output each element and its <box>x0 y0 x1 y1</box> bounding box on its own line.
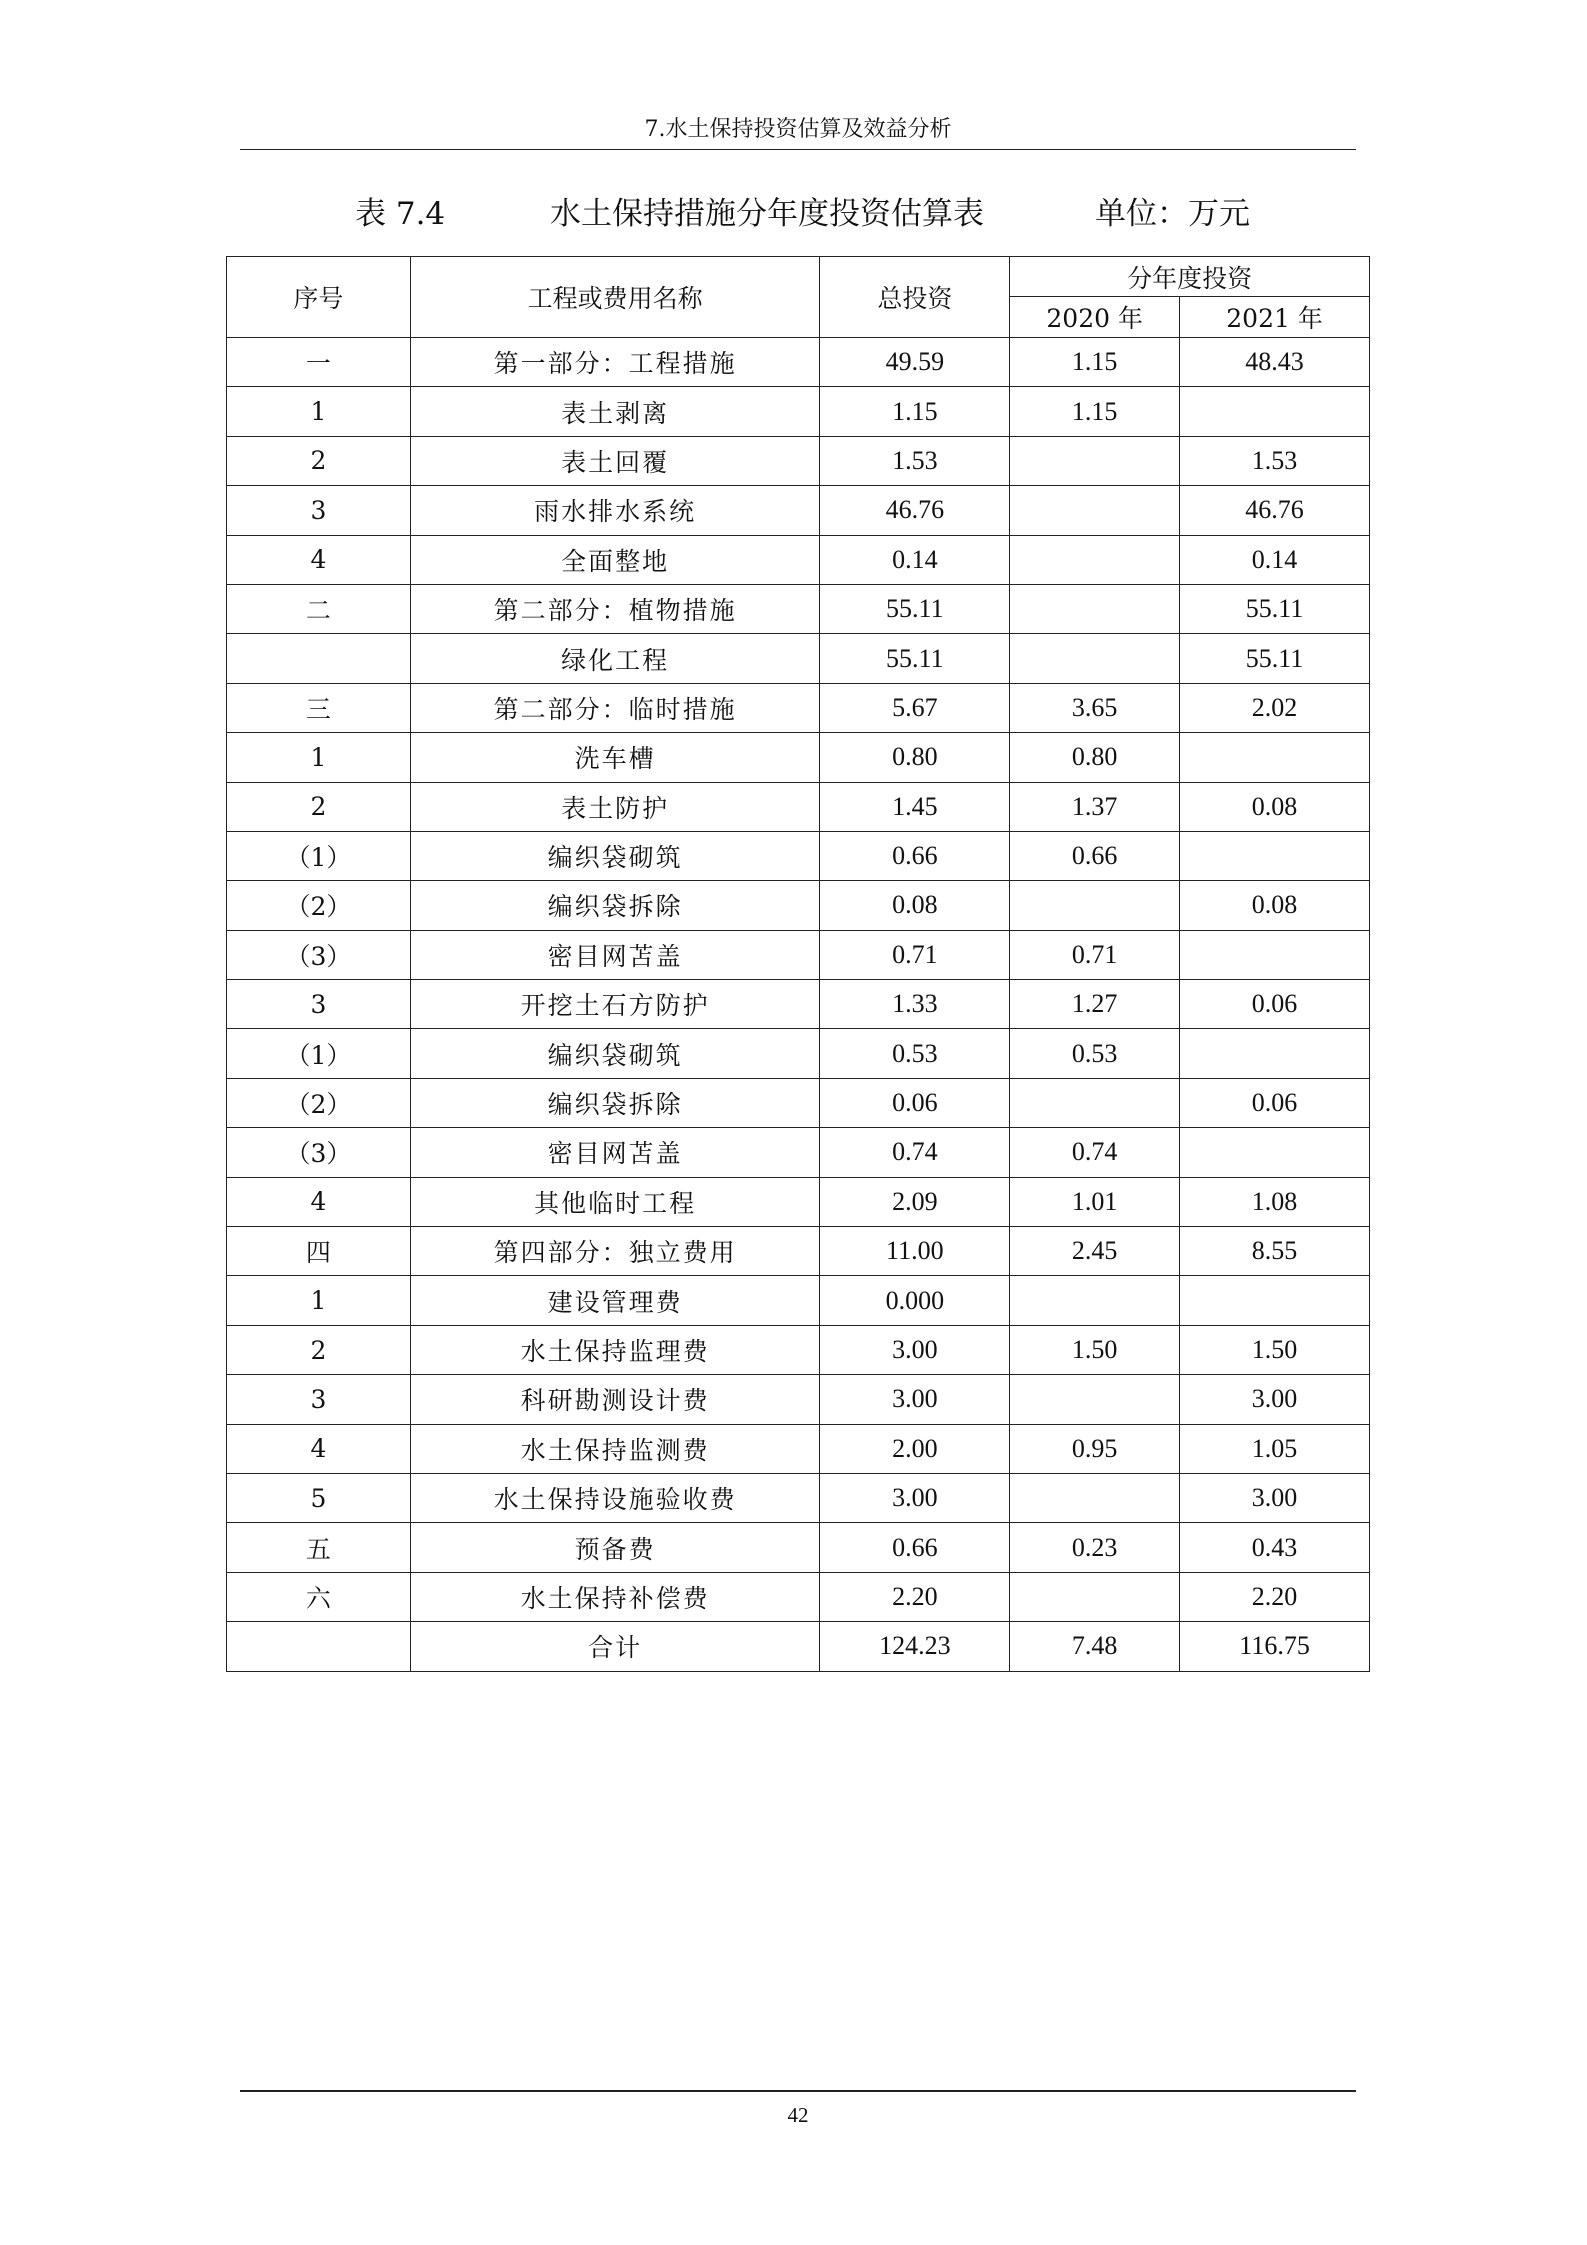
table-title: 水土保持措施分年度投资估算表 <box>550 196 984 232</box>
cell-name: 编织袋砌筑 <box>410 831 820 880</box>
cell-y2021: 0.14 <box>1180 535 1370 584</box>
cell-y2020: 3.65 <box>1010 683 1180 732</box>
cell-y2021: 0.08 <box>1180 782 1370 831</box>
table-row <box>227 782 1370 831</box>
cell-y2021: 1.08 <box>1180 1177 1370 1226</box>
header-rule <box>240 149 1356 150</box>
cell-name: 第二部分：植物措施 <box>410 584 820 633</box>
table-row <box>227 1177 1370 1226</box>
cell-y2020: 0.53 <box>1010 1029 1180 1078</box>
cell-name: 水土保持监理费 <box>410 1325 820 1374</box>
cell-seq: 4 <box>227 1177 411 1226</box>
cell-seq: 1 <box>227 387 411 436</box>
cell-y2021: 2.20 <box>1180 1572 1370 1621</box>
cell-y2021 <box>1180 1029 1370 1078</box>
cell-name: 编织袋砌筑 <box>410 1029 820 1078</box>
header-total: 总投资 <box>820 257 1010 338</box>
page-number: 42 <box>787 2103 809 2127</box>
cell-y2020 <box>1010 535 1180 584</box>
cell-total: 0.06 <box>820 1078 1010 1127</box>
cell-y2020: 0.80 <box>1010 733 1180 782</box>
cell-seq <box>227 1622 411 1671</box>
cell-y2020: 1.50 <box>1010 1325 1180 1374</box>
cell-total: 0.53 <box>820 1029 1010 1078</box>
cell-seq: 3 <box>227 1375 411 1424</box>
cell-name: 第四部分：独立费用 <box>410 1227 820 1276</box>
table-row <box>227 1572 1370 1621</box>
cell-y2021: 8.55 <box>1180 1227 1370 1276</box>
table-row <box>227 436 1370 485</box>
cell-seq: 5 <box>227 1473 411 1522</box>
cell-y2021: 46.76 <box>1180 486 1370 535</box>
cell-y2020 <box>1010 634 1180 683</box>
cell-total: 3.00 <box>820 1325 1010 1374</box>
cell-y2021: 0.06 <box>1180 980 1370 1029</box>
cell-y2021 <box>1180 831 1370 880</box>
cell-seq: （3） <box>227 930 411 979</box>
cell-total: 124.23 <box>820 1622 1010 1671</box>
cell-seq: （2） <box>227 881 411 930</box>
cell-total: 0.66 <box>820 1523 1010 1572</box>
header-seq: 序号 <box>227 257 411 338</box>
cell-y2020: 1.15 <box>1010 387 1180 436</box>
cell-seq: 四 <box>227 1227 411 1276</box>
cell-seq: （3） <box>227 1128 411 1177</box>
table-row <box>227 584 1370 633</box>
cell-total: 3.00 <box>820 1473 1010 1522</box>
table-row <box>227 683 1370 732</box>
cell-seq: 2 <box>227 1325 411 1374</box>
cell-seq: 1 <box>227 1276 411 1325</box>
cell-name: 编织袋拆除 <box>410 881 820 930</box>
table-row <box>227 1276 1370 1325</box>
cell-name: 全面整地 <box>410 535 820 584</box>
cell-seq: （1） <box>227 831 411 880</box>
cell-total: 0.14 <box>820 535 1010 584</box>
cell-y2021: 3.00 <box>1180 1473 1370 1522</box>
cell-y2020: 1.37 <box>1010 782 1180 831</box>
cell-y2021: 48.43 <box>1180 338 1370 387</box>
cell-y2020: 0.23 <box>1010 1523 1180 1572</box>
cell-name: 洗车槽 <box>410 733 820 782</box>
cell-name: 密目网苫盖 <box>410 1128 820 1177</box>
cell-total: 55.11 <box>820 584 1010 633</box>
cell-total: 0.71 <box>820 930 1010 979</box>
table-row <box>227 980 1370 1029</box>
cell-name: 科研勘测设计费 <box>410 1375 820 1424</box>
table-row <box>227 1128 1370 1177</box>
footer-rule <box>240 2090 1356 2092</box>
cell-name: 其他临时工程 <box>410 1177 820 1226</box>
table-row <box>227 831 1370 880</box>
cell-name: 绿化工程 <box>410 634 820 683</box>
running-header: 7.水土保持投资估算及效益分析 <box>644 117 952 142</box>
cell-name: 开挖土石方防护 <box>410 980 820 1029</box>
cell-y2021: 3.00 <box>1180 1375 1370 1424</box>
cell-y2020 <box>1010 1473 1180 1522</box>
cell-total: 1.53 <box>820 436 1010 485</box>
table-row <box>227 1523 1370 1572</box>
cell-name: 表土剥离 <box>410 387 820 436</box>
cell-total: 2.09 <box>820 1177 1010 1226</box>
cell-y2021 <box>1180 1128 1370 1177</box>
cell-y2021: 116.75 <box>1180 1622 1370 1671</box>
cell-seq: 二 <box>227 584 411 633</box>
cell-total: 2.00 <box>820 1424 1010 1473</box>
cell-total: 0.000 <box>820 1276 1010 1325</box>
cell-y2021: 55.11 <box>1180 634 1370 683</box>
cell-y2021: 0.06 <box>1180 1078 1370 1127</box>
table-body <box>227 338 1370 1672</box>
cell-total: 0.74 <box>820 1128 1010 1177</box>
cell-y2020: 0.95 <box>1010 1424 1180 1473</box>
cell-total: 1.15 <box>820 387 1010 436</box>
table-row <box>227 881 1370 930</box>
cell-name: 建设管理费 <box>410 1276 820 1325</box>
cell-total: 49.59 <box>820 338 1010 387</box>
cell-name: 水土保持监测费 <box>410 1424 820 1473</box>
cell-seq: （1） <box>227 1029 411 1078</box>
header-name: 工程或费用名称 <box>410 257 820 338</box>
cell-seq: 2 <box>227 436 411 485</box>
table-row <box>227 1029 1370 1078</box>
cell-y2020 <box>1010 1572 1180 1621</box>
header-annual: 分年度投资 <box>1010 257 1370 297</box>
cell-total: 0.80 <box>820 733 1010 782</box>
cell-name: 第一部分：工程措施 <box>410 338 820 387</box>
cell-name: 雨水排水系统 <box>410 486 820 535</box>
cell-seq: 五 <box>227 1523 411 1572</box>
cell-seq: 三 <box>227 683 411 732</box>
table-row <box>227 1622 1370 1671</box>
cell-total: 1.45 <box>820 782 1010 831</box>
cell-y2021: 55.11 <box>1180 584 1370 633</box>
cell-y2020 <box>1010 1078 1180 1127</box>
cell-y2020: 0.66 <box>1010 831 1180 880</box>
cell-y2020 <box>1010 1276 1180 1325</box>
cell-y2021: 2.02 <box>1180 683 1370 732</box>
table-row <box>227 930 1370 979</box>
table-row <box>227 1227 1370 1276</box>
cell-y2021 <box>1180 733 1370 782</box>
table-row <box>227 1473 1370 1522</box>
cell-y2021: 0.08 <box>1180 881 1370 930</box>
table-row <box>227 634 1370 683</box>
header-year-2020: 2020 年 <box>1010 297 1180 338</box>
table-row <box>227 1375 1370 1424</box>
table-row <box>227 1078 1370 1127</box>
cell-name: 表土回覆 <box>410 436 820 485</box>
cell-name: 合计 <box>410 1622 820 1671</box>
table-row <box>227 535 1370 584</box>
cell-name: 密目网苫盖 <box>410 930 820 979</box>
cell-y2021 <box>1180 387 1370 436</box>
cell-total: 5.67 <box>820 683 1010 732</box>
table-row <box>227 387 1370 436</box>
cell-y2020: 1.01 <box>1010 1177 1180 1226</box>
cell-seq <box>227 634 411 683</box>
cell-name: 水土保持设施验收费 <box>410 1473 820 1522</box>
cell-y2021: 1.53 <box>1180 436 1370 485</box>
cell-name: 水土保持补偿费 <box>410 1572 820 1621</box>
cell-total: 0.66 <box>820 831 1010 880</box>
cell-total: 11.00 <box>820 1227 1010 1276</box>
table-row <box>227 1325 1370 1374</box>
cell-total: 2.20 <box>820 1572 1010 1621</box>
cell-name: 编织袋拆除 <box>410 1078 820 1127</box>
cell-seq: 4 <box>227 535 411 584</box>
cell-total: 1.33 <box>820 980 1010 1029</box>
cell-y2020 <box>1010 584 1180 633</box>
table-row <box>227 338 1370 387</box>
cell-total: 55.11 <box>820 634 1010 683</box>
cell-y2021 <box>1180 930 1370 979</box>
cell-seq: 一 <box>227 338 411 387</box>
cell-y2020: 2.45 <box>1010 1227 1180 1276</box>
cell-y2020 <box>1010 881 1180 930</box>
cell-name: 预备费 <box>410 1523 820 1572</box>
cell-y2020: 1.27 <box>1010 980 1180 1029</box>
header-year-2021: 2021 年 <box>1180 297 1370 338</box>
cell-y2020: 0.71 <box>1010 930 1180 979</box>
cell-seq: 2 <box>227 782 411 831</box>
cell-y2020: 7.48 <box>1010 1622 1180 1671</box>
investment-table <box>226 256 1370 1672</box>
cell-y2020 <box>1010 1375 1180 1424</box>
cell-seq: 3 <box>227 486 411 535</box>
cell-seq: 1 <box>227 733 411 782</box>
table-row <box>227 486 1370 535</box>
cell-total: 3.00 <box>820 1375 1010 1424</box>
cell-y2020 <box>1010 486 1180 535</box>
cell-seq: 3 <box>227 980 411 1029</box>
cell-seq: 4 <box>227 1424 411 1473</box>
cell-name: 第二部分：临时措施 <box>410 683 820 732</box>
table-number: 表 7.4 <box>355 196 446 232</box>
table-row <box>227 1424 1370 1473</box>
cell-y2020: 0.74 <box>1010 1128 1180 1177</box>
cell-y2021: 1.05 <box>1180 1424 1370 1473</box>
cell-seq: （2） <box>227 1078 411 1127</box>
cell-total: 0.08 <box>820 881 1010 930</box>
cell-name: 表土防护 <box>410 782 820 831</box>
cell-total: 46.76 <box>820 486 1010 535</box>
cell-y2021: 1.50 <box>1180 1325 1370 1374</box>
cell-y2021 <box>1180 1276 1370 1325</box>
cell-y2020: 1.15 <box>1010 338 1180 387</box>
cell-y2020 <box>1010 436 1180 485</box>
cell-y2021: 0.43 <box>1180 1523 1370 1572</box>
table-unit: 单位：万元 <box>1095 196 1250 232</box>
table-row <box>227 733 1370 782</box>
cell-seq: 六 <box>227 1572 411 1621</box>
